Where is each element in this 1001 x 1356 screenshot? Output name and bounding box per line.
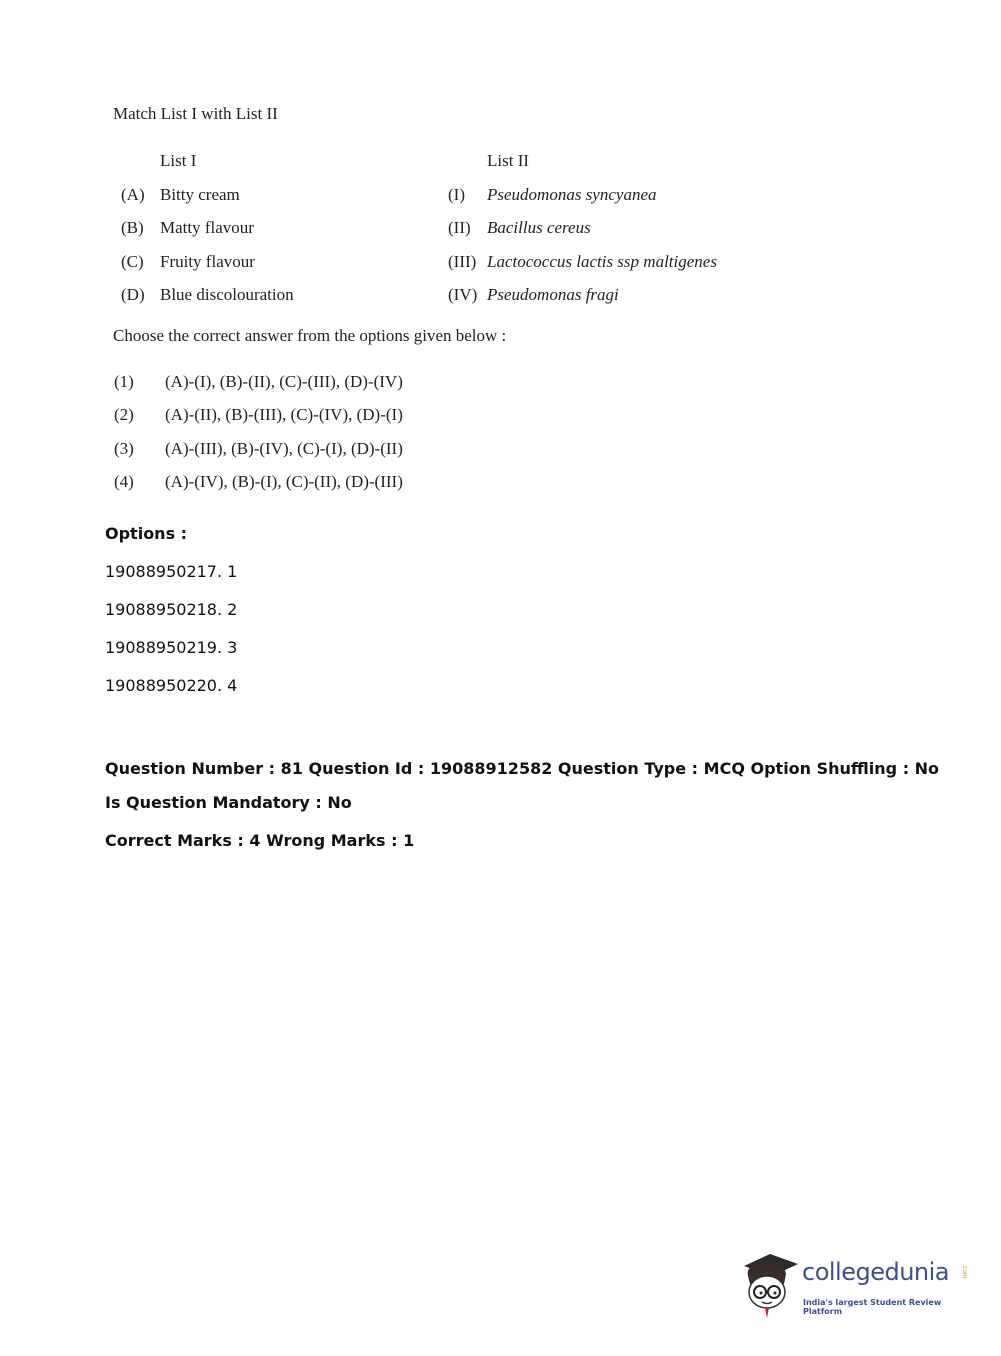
list2-key-iii: (III)	[448, 252, 477, 271]
list2-header: List II	[487, 151, 530, 170]
question-instruction: Match List I with List II	[113, 104, 278, 123]
list2-item-i: Pseudomonas syncyanea	[487, 185, 657, 204]
option-item: 19088950219. 3	[105, 638, 238, 657]
list2-item-iv: Pseudomonas fragi	[487, 285, 619, 304]
question-mandatory-line: Is Question Mandatory : No	[105, 793, 352, 812]
list1-key-c: (C)	[121, 252, 144, 271]
question-marks-line: Correct Marks : 4 Wrong Marks : 1	[105, 831, 415, 850]
list2-item-iii: Lactococcus lactis ssp maltigenes	[487, 252, 717, 271]
choice-text: (A)-(I), (B)-(II), (C)-(III), (D)-(IV)	[165, 372, 403, 391]
logo-suffix: .com	[961, 1264, 968, 1279]
list1-key-a: (A)	[121, 185, 145, 204]
list2-key-i: (I)	[448, 185, 465, 204]
choice-number: (4)	[114, 472, 134, 491]
list1-item-d: Blue discolouration	[160, 285, 294, 304]
mascot-icon	[740, 1248, 802, 1320]
list2-item-ii: Bacillus cereus	[487, 218, 591, 237]
question-prompt: Choose the correct answer from the options given below :	[113, 326, 507, 345]
logo-wordmark: collegedunia	[802, 1258, 950, 1286]
logo-tagline: India's largest Student Review Platform	[803, 1298, 942, 1316]
list1-header: List I	[160, 151, 197, 170]
option-item: 19088950217. 1	[105, 562, 238, 581]
list1-item-c: Fruity flavour	[160, 252, 255, 271]
options-heading: Options :	[105, 524, 188, 543]
collegedunia-logo	[740, 1248, 972, 1320]
list1-key-b: (B)	[121, 218, 144, 237]
list1-key-d: (D)	[121, 285, 145, 304]
choice-number: (3)	[114, 439, 134, 458]
list1-item-b: Matty flavour	[160, 218, 254, 237]
list2-key-ii: (II)	[448, 218, 471, 237]
choice-number: (1)	[114, 372, 134, 391]
choice-text: (A)-(II), (B)-(III), (C)-(IV), (D)-(I)	[165, 405, 403, 424]
list1-item-a: Bitty cream	[160, 185, 240, 204]
option-item: 19088950220. 4	[105, 676, 238, 695]
question-meta-line: Question Number : 81 Question Id : 19088912582 Question Type : MCQ Option Shuffling : No	[105, 759, 940, 778]
option-item: 19088950218. 2	[105, 600, 238, 619]
choice-number: (2)	[114, 405, 134, 424]
choice-text: (A)-(III), (B)-(IV), (C)-(I), (D)-(II)	[165, 439, 403, 458]
list2-key-iv: (IV)	[448, 285, 478, 304]
choice-text: (A)-(IV), (B)-(I), (C)-(II), (D)-(III)	[165, 472, 403, 491]
